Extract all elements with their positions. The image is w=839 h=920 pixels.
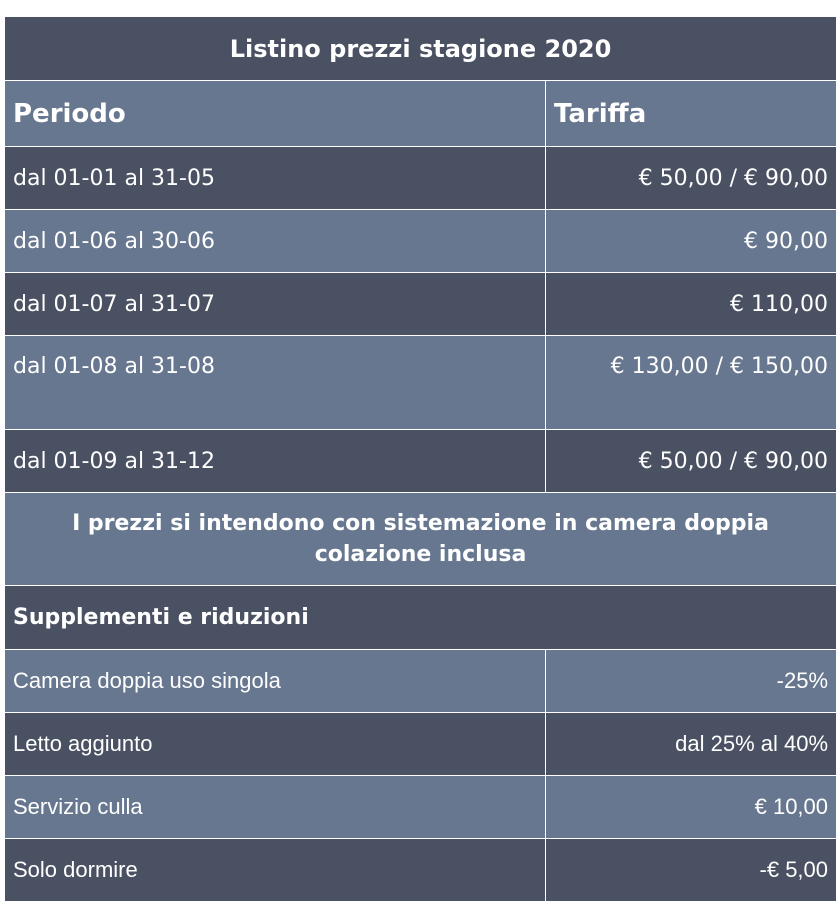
pricing-note [5, 493, 837, 586]
period-cell: dal 01-07 al 31-07 [5, 273, 546, 336]
supplement-label: Solo dormire [5, 839, 546, 902]
price-list-table [4, 16, 837, 902]
period-cell: dal 01-06 al 30-06 [5, 210, 546, 273]
table-row [5, 713, 837, 776]
rate-cell: € 90,00 [546, 210, 837, 273]
table-title: Listino prezzi stagione 2020 [5, 17, 837, 81]
supplement-value: dal 25% al 40% [546, 713, 837, 776]
table-row [5, 650, 837, 713]
pricing-note-line2: colazione inclusa [314, 542, 527, 567]
period-cell: dal 01-09 al 31-12 [5, 430, 546, 493]
supplement-value: -25% [546, 650, 837, 713]
column-header-period: Periodo [5, 81, 546, 147]
rate-cell: € 110,00 [546, 273, 837, 336]
supplement-value: € 10,00 [546, 776, 837, 839]
table-row [5, 776, 837, 839]
supplement-label: Servizio culla [5, 776, 546, 839]
table-row [5, 273, 837, 336]
table-row [5, 147, 837, 210]
supplement-label: Camera doppia uso singola [5, 650, 546, 713]
table-row [5, 430, 837, 493]
table-row [5, 210, 837, 273]
table-row [5, 336, 837, 430]
supplement-label: Letto aggiunto [5, 713, 546, 776]
period-cell: dal 01-08 al 31-08 [5, 336, 546, 430]
supplement-value: -€ 5,00 [546, 839, 837, 902]
rate-cell: € 50,00 / € 90,00 [546, 430, 837, 493]
pricing-note-line1: I prezzi si intendono con sistemazione in camera doppia [72, 511, 769, 536]
table-row [5, 839, 837, 902]
column-header-rate: Tariffa [546, 81, 837, 147]
supplements-heading: Supplementi e riduzioni [5, 586, 837, 650]
period-cell: dal 01-01 al 31-05 [5, 147, 546, 210]
rate-cell: € 130,00 / € 150,00 [546, 336, 837, 430]
rate-cell: € 50,00 / € 90,00 [546, 147, 837, 210]
